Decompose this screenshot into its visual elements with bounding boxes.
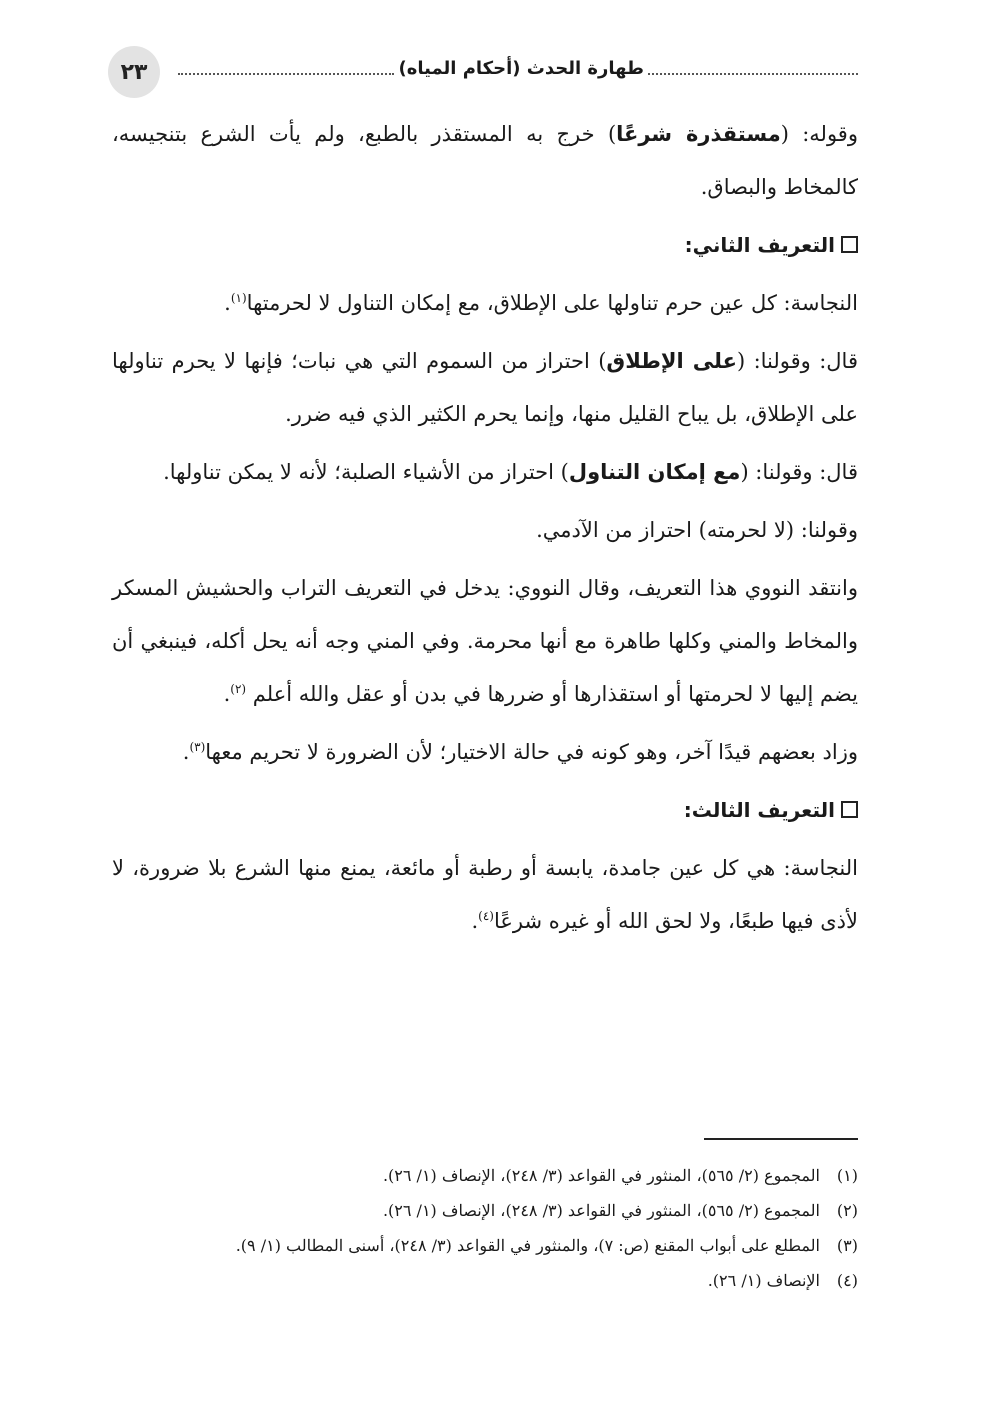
paragraph-2 [112, 277, 858, 330]
header-dotted-leader-left [178, 73, 394, 75]
main-text [112, 108, 858, 953]
footnote-3 [112, 1228, 858, 1263]
p3-bold-term: على الإطلاق [606, 349, 737, 373]
section-3-title: التعريف الثالث: [683, 798, 835, 822]
running-header [108, 44, 858, 96]
footnote-2 [112, 1193, 858, 1228]
p2-text: النجاسة: كل عين حرم تناولها على الإطلاق، مع إمكان التناول لا لحرمتها [246, 291, 858, 315]
paragraph-3 [112, 335, 858, 441]
header-title-row [178, 58, 858, 79]
header-title: طهارة الحدث (أحكام المياه) [398, 58, 644, 79]
footnote-ref-1[interactable]: (١) [230, 291, 247, 305]
checkbox-square-icon [841, 236, 858, 253]
footnote-number: (٤) [836, 1271, 858, 1290]
paragraph-5: وقولنا: (لا لحرمته) احتراز من الآدمي. [536, 518, 858, 542]
paragraph-4 [112, 446, 858, 499]
p8-text: النجاسة: هي كل عين جامدة، يابسة أو رطبة أو مائعة، يمنع منها الشرع بلا ضرورة، لا لأذى فيها طبعًا، ولا لحق الله أو غيره شرعًا [112, 856, 858, 933]
p7-text: وزاد بعضهم قيدًا آخر، وهو كونه في حالة الاختيار؛ لأن الضرورة لا تحريم معها [205, 740, 858, 764]
footnote-number: (٢) [836, 1201, 858, 1220]
p1-text-start: وقوله: ( [780, 122, 858, 146]
p2-end: . [224, 291, 231, 315]
p4-text-end: ) احتراز من الأشياء الصلبة؛ لأنه لا يمكن تناولها. [163, 460, 569, 484]
p1-text-end: ) خرج به المستقذر بالطبع، ولم يأت الشرع بتنجيسه، كالمخاط والبصاق. [112, 122, 858, 199]
paragraph-7 [112, 726, 858, 779]
p3-text-end: ) احتراز من السموم التي هي نبات؛ فإنها لا يحرم تناولها على الإطلاق، بل يباح القليل منها، وإنما يحرم الكثير الذي فيه ضرر. [112, 349, 858, 426]
p3-text-start: قال: وقولنا: ( [736, 349, 858, 373]
footnotes [112, 1158, 858, 1298]
p1-bold-term: مستقذرة شرعًا [616, 122, 781, 146]
paragraph-1 [112, 108, 858, 214]
footnote-text: المجموع (٢/ ٥٦٥)، المنثور في القواعد (٣/ ٢٤٨)، الإنصاف (١/ ٢٦). [382, 1201, 820, 1220]
footnote-ref-3[interactable]: (٣) [189, 740, 206, 754]
footnote-separator [704, 1138, 858, 1140]
footnote-text: المجموع (٢/ ٥٦٥)، المنثور في القواعد (٣/ ٢٤٨)، الإنصاف (١/ ٢٦). [382, 1166, 820, 1185]
p6-end: . [223, 682, 231, 706]
footnote-4 [112, 1263, 858, 1298]
header-dotted-leader-right [648, 73, 858, 75]
p7-end: . [182, 740, 190, 764]
section-2-title: التعريف الثاني: [684, 233, 835, 257]
p4-text-start: قال: وقولنا: ( [740, 460, 858, 484]
footnote-1 [112, 1158, 858, 1193]
page-number-badge: ٢٣ [108, 46, 160, 98]
section-heading-third-definition [112, 784, 858, 837]
footnote-number: (٣) [836, 1236, 858, 1255]
footnote-text: المطلع على أبواب المقنع (ص: ٧)، والمنثور في القواعد (٣/ ٢٤٨)، أسنى المطالب (١/ ٩). [235, 1236, 820, 1255]
section-heading-second-definition [112, 219, 858, 272]
paragraph-8 [112, 842, 858, 948]
p6-text: وانتقد النووي هذا التعريف، وقال النووي: يدخل في التعريف التراب والحشيش المسكر والمخاط والمني وكلها طاهرة مع أنها محرمة. وفي المني وجه أنه يحل أكله، فينبغي أن يضم إليها لا لحرمتها أو استقذارها أو ضررها في بدن أو عقل والله أعلم [112, 576, 858, 706]
footnote-number: (١) [836, 1166, 858, 1185]
p8-end: . [471, 909, 479, 933]
footnote-ref-2[interactable]: (٢) [230, 682, 247, 696]
footnote-ref-4[interactable]: (٤) [478, 909, 494, 923]
paragraph-6 [112, 562, 858, 721]
p4-bold-term: مع إمكان التناول [568, 460, 741, 484]
footnote-text: الإنصاف (١/ ٢٦). [707, 1271, 820, 1290]
checkbox-square-icon [841, 801, 858, 818]
